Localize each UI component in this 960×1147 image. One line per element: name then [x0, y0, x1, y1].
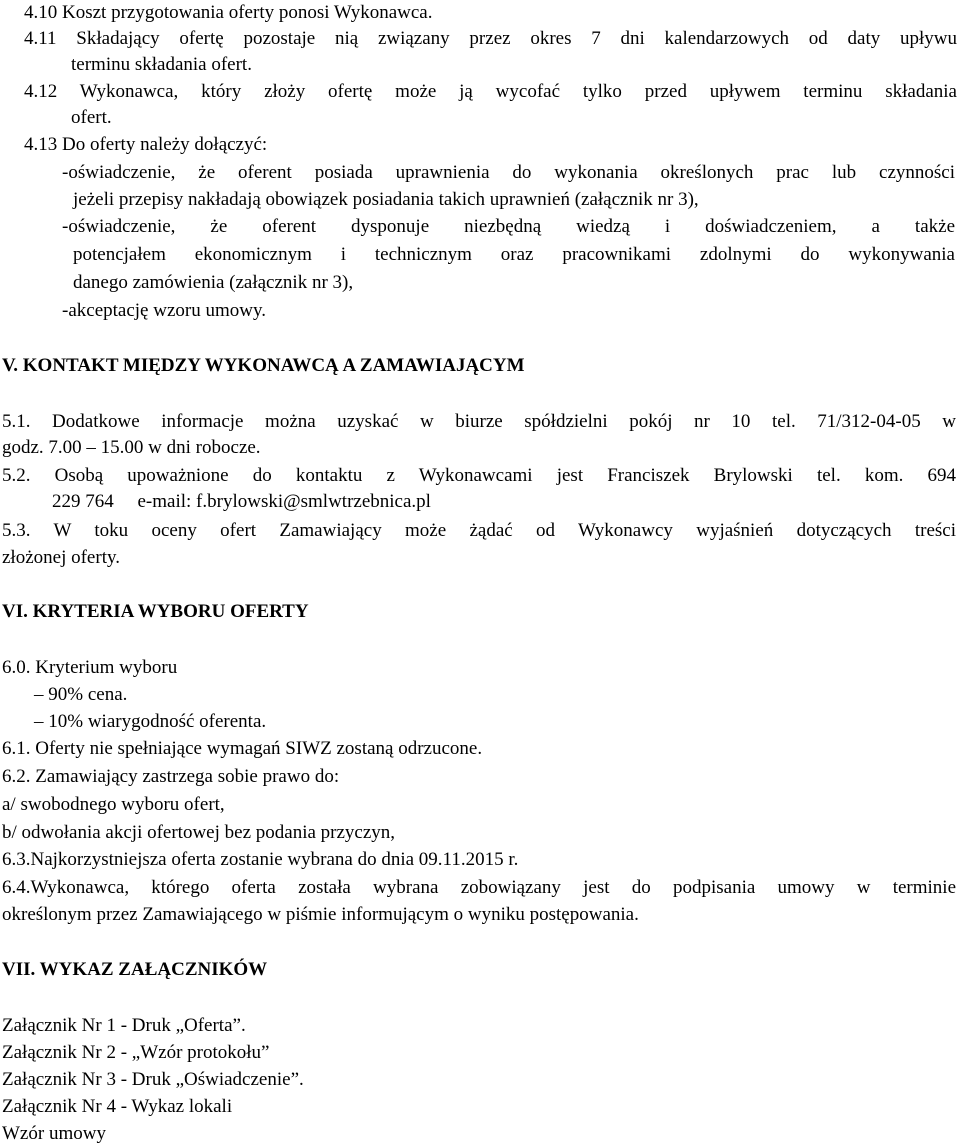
para-6-3: 6.3.Najkorzystniejsza oferta zostanie wybrana do dnia 09.11.2015 r. — [2, 849, 519, 870]
para-5-3-line2: złożonej oferty. — [2, 547, 120, 568]
para-5-1-line2: godz. 7.00 – 15.00 w dni robocze. — [2, 437, 261, 458]
attachment-3: Załącznik Nr 3 - Druk „Oświadczenie”. — [2, 1069, 304, 1090]
para-6-0: 6.0. Kryterium wyboru — [2, 657, 178, 678]
para-6-4-line1: 6.4.Wykonawca, którego oferta została wybrana zobowiązany jest do podpisania umowy w terminie — [2, 877, 956, 898]
criterion-credibility: – 10% wiarygodność oferenta. — [34, 711, 267, 732]
para-6-2-a: a/ swobodnego wyboru ofert, — [2, 794, 225, 815]
para-4-12-line2: ofert. — [71, 107, 112, 128]
attachment-1: Załącznik Nr 1 - Druk „Oferta”. — [2, 1015, 246, 1036]
attachment-4: Załącznik Nr 4 - Wykaz lokali — [2, 1096, 233, 1117]
section-6-heading: VI. KRYTERIA WYBORU OFERTY — [2, 601, 309, 622]
para-4-13-line3: -oświadczenie, że oferent dysponuje niezbędną wiedzą i doświadczeniem, a także — [62, 216, 955, 237]
para-4-13-heading: 4.13 Do oferty należy dołączyć: — [24, 134, 268, 155]
attachment-2: Załącznik Nr 2 - „Wzór protokołu” — [2, 1042, 270, 1063]
para-4-10: 4.10 Koszt przygotowania oferty ponosi Wykonawca. — [24, 2, 433, 23]
para-5-1-line1: 5.1. Dodatkowe informacje można uzyskać w biurze spółdzielni pokój nr 10 tel. 71/312-04-05 w — [2, 411, 956, 432]
para-4-13-line5: danego zamówienia (załącznik nr 3), — [73, 272, 354, 293]
criterion-price: – 90% cena. — [34, 684, 128, 705]
para-6-2: 6.2. Zamawiający zastrzega sobie prawo do: — [2, 766, 340, 787]
para-6-2-b: b/ odwołania akcji ofertowej bez podania przyczyn, — [2, 822, 396, 843]
para-4-13-line6: -akceptację wzoru umowy. — [62, 300, 266, 321]
section-7-heading: VII. WYKAZ ZAŁĄCZNIKÓW — [2, 959, 268, 980]
para-5-3-line1: 5.3. W toku oceny ofert Zamawiający może żądać od Wykonawcy wyjaśnień dotyczących treści — [2, 520, 956, 541]
para-5-2-line2: 229 764 e-mail: f.brylowski@smlwtrzebnica.pl — [52, 491, 431, 512]
para-5-2-line1: 5.2. Osobą upoważnione do kontaktu z Wykonawcami jest Franciszek Brylowski tel. kom. 694 — [2, 465, 956, 486]
para-6-1: 6.1. Oferty nie spełniające wymagań SIWZ zostaną odrzucone. — [2, 738, 483, 759]
para-4-13-line4: potencjałem ekonomicznym i technicznym oraz pracownikami zdolnymi do wykonywania — [73, 244, 955, 265]
para-4-11-line1: 4.11 Składający ofertę pozostaje nią związany przez okres 7 dni kalendarzowych od daty upływu — [24, 28, 957, 49]
para-4-13-line2: jeżeli przepisy nakładają obowiązek posiadania takich uprawnień (załącznik nr 3), — [73, 189, 699, 210]
para-4-13-line1: -oświadczenie, że oferent posiada uprawnienia do wykonania określonych prac lub czynności — [62, 162, 955, 183]
attachment-5: Wzór umowy — [2, 1123, 106, 1144]
para-4-12-line1: 4.12 Wykonawca, który złoży ofertę może ją wycofać tylko przed upływem terminu składania — [24, 81, 957, 102]
para-4-11-line2: terminu składania ofert. — [71, 54, 252, 75]
section-5-heading: V. KONTAKT MIĘDZY WYKONAWCĄ A ZAMAWIAJĄCYM — [2, 355, 525, 376]
para-6-4-line2: określonym przez Zamawiającego w piśmie informującym o wyniku postępowania. — [2, 904, 639, 925]
